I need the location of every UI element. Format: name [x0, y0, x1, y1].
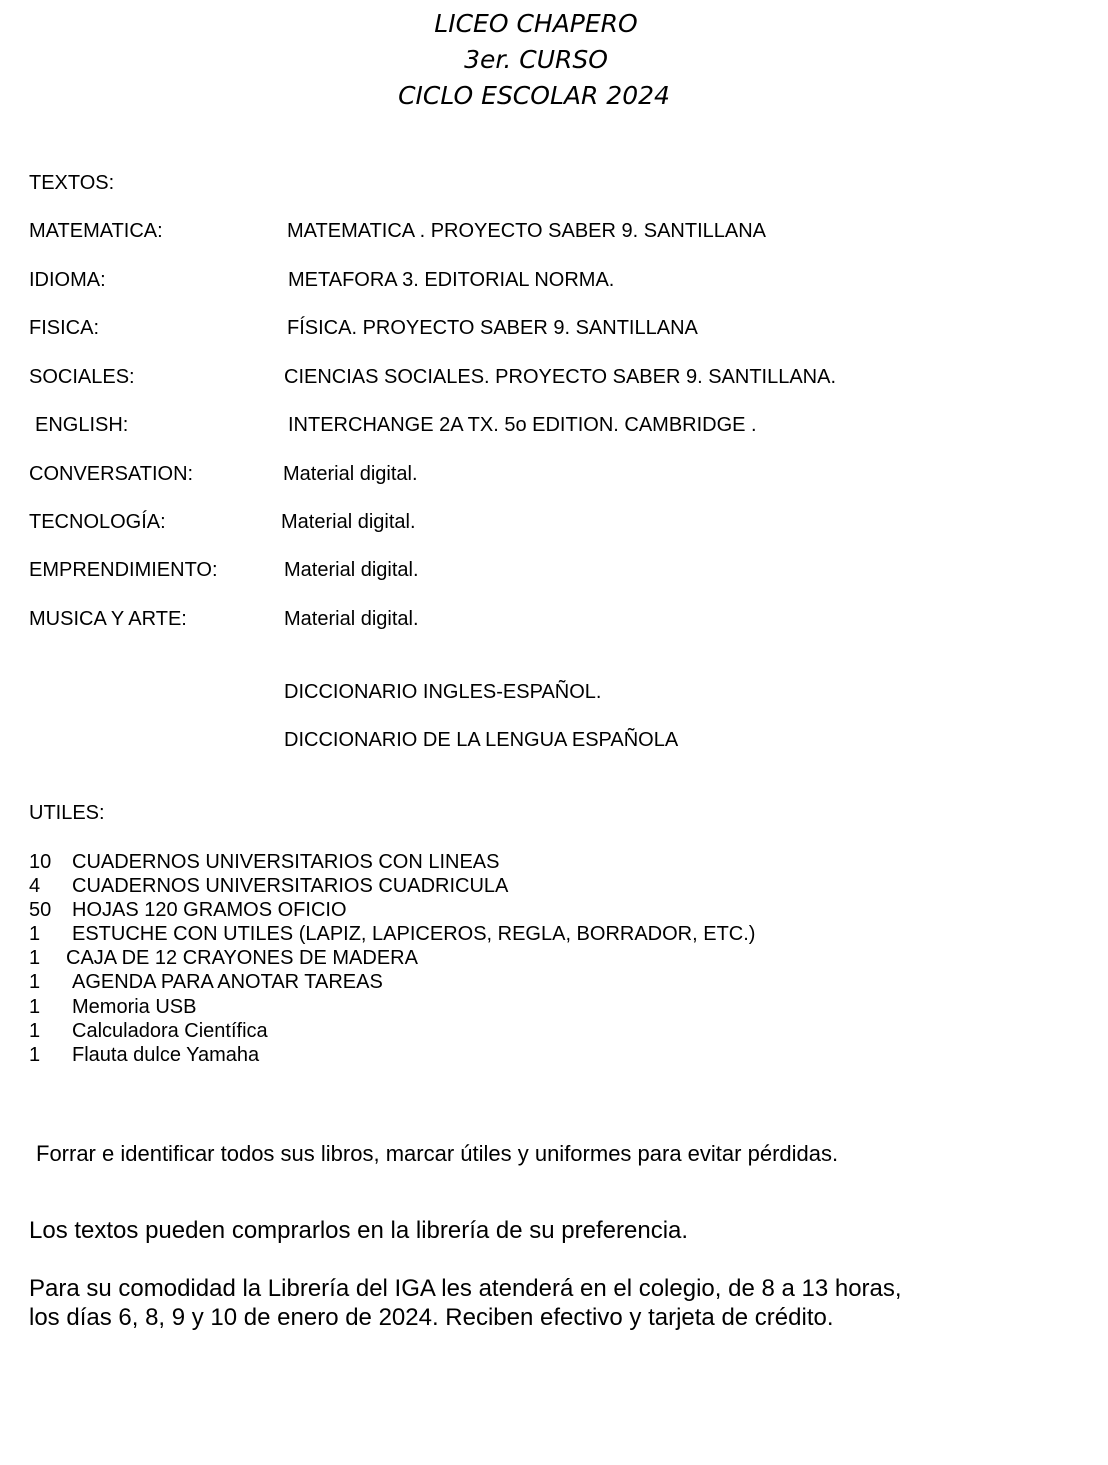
subject-label: MUSICA Y ARTE:: [29, 608, 187, 630]
item-desc: CAJA DE 12 CRAYONES DE MADERA: [66, 947, 418, 969]
subject-label: TECNOLOGÍA:: [29, 511, 166, 533]
textos-heading: TEXTOS:: [29, 172, 115, 194]
subject-label: EMPRENDIMIENTO:: [29, 559, 218, 581]
libreria-note-line2: los días 6, 8, 9 y 10 de enero de 2024. Reciben efectivo y tarjeta de crédito.: [29, 1304, 834, 1331]
utiles-heading: UTILES:: [29, 802, 105, 824]
textos-purchase-note: Los textos pueden comprarlos en la librería de su preferencia.: [29, 1217, 689, 1244]
subject-label: IDIOMA:: [29, 269, 106, 291]
subject-label: ENGLISH:: [35, 414, 129, 436]
book-title: CIENCIAS SOCIALES. PROYECTO SABER 9. SANTILLANA.: [284, 366, 837, 388]
book-title: Material digital.: [284, 608, 419, 630]
item-qty: 4: [29, 875, 41, 897]
forrar-note: Forrar e identificar todos sus libros, marcar útiles y uniformes para evitar pérdidas.: [36, 1141, 839, 1166]
item-desc: Flauta dulce Yamaha: [72, 1044, 260, 1066]
book-title: Material digital.: [281, 511, 416, 533]
book-title: FÍSICA. PROYECTO SABER 9. SANTILLANA: [287, 317, 698, 339]
book-title: Material digital.: [284, 559, 419, 581]
item-qty: 1: [29, 1020, 41, 1042]
school-cycle: CICLO ESCOLAR 2024: [398, 81, 670, 110]
grade-label: 3er. CURSO: [464, 45, 608, 74]
item-desc: ESTUCHE CON UTILES (LAPIZ, LAPICEROS, REGLA, BORRADOR, ETC.): [72, 923, 756, 945]
book-title: MATEMATICA . PROYECTO SABER 9. SANTILLANA: [287, 220, 767, 242]
item-desc: Calculadora Científica: [72, 1020, 268, 1042]
item-qty: 1: [29, 947, 41, 969]
item-desc: HOJAS 120 GRAMOS OFICIO: [72, 899, 347, 921]
subject-label: CONVERSATION:: [29, 463, 194, 485]
school-name: LICEO CHAPERO: [434, 9, 638, 38]
item-qty: 1: [29, 923, 41, 945]
item-desc: CUADERNOS UNIVERSITARIOS CUADRICULA: [72, 875, 509, 897]
item-qty: 1: [29, 996, 41, 1018]
item-desc: CUADERNOS UNIVERSITARIOS CON LINEAS: [72, 851, 500, 873]
item-qty: 1: [29, 971, 41, 993]
item-desc: AGENDA PARA ANOTAR TAREAS: [72, 971, 383, 993]
subject-label: FISICA:: [29, 317, 100, 339]
document-header: [0, 6, 1108, 114]
dictionary-item: DICCIONARIO INGLES-ESPAÑOL.: [284, 681, 602, 703]
subject-label: MATEMATICA:: [29, 220, 163, 242]
item-qty: 50: [29, 899, 52, 921]
item-qty: 1: [29, 1044, 41, 1066]
item-qty: 10: [29, 851, 52, 873]
subject-label: SOCIALES:: [29, 366, 135, 388]
dictionary-item: DICCIONARIO DE LA LENGUA ESPAÑOLA: [284, 729, 679, 751]
libreria-note-line1: Para su comodidad la Librería del IGA les atenderá en el colegio, de 8 a 13 horas,: [29, 1275, 902, 1302]
book-title: METAFORA 3. EDITORIAL NORMA.: [288, 269, 615, 291]
book-title: Material digital.: [283, 463, 418, 485]
book-title: INTERCHANGE 2A TX. 5o EDITION. CAMBRIDGE .: [288, 414, 757, 436]
item-desc: Memoria USB: [72, 996, 197, 1018]
